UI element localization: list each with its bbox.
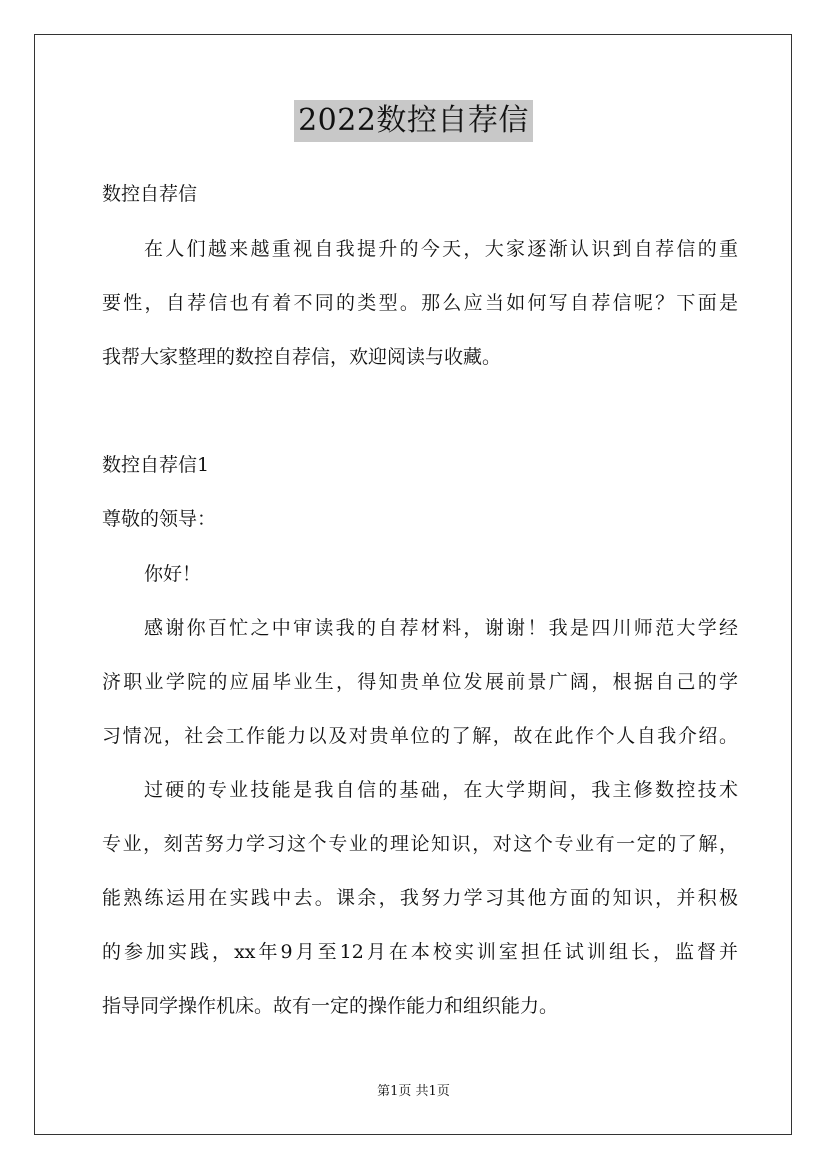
intro-line: 要性，自荐信也有着不同的类型。那么应当如何写自荐信呢？下面是 [102, 292, 738, 314]
intro-line: 在人们越来越重视自我提升的今天，大家逐渐认识到自荐信的重 [144, 238, 738, 260]
heading: 数控自荐信 [102, 183, 198, 205]
paragraph-line: 指导同学操作机床。故有一定的操作能力和组织能力。 [102, 995, 559, 1017]
greeting: 你好！ [144, 563, 202, 585]
paragraph-line: 习情况，社会工作能力以及对贵单位的了解，故在此作个人自我介绍。 [102, 725, 738, 747]
paragraph-line: 感谢你百忙之中审读我的自荐材料，谢谢！我是四川师范大学经 [144, 617, 738, 639]
document-title: 2022数控自荐信 [294, 100, 533, 142]
paragraph-line: 能熟练运用在实践中去。课余，我努力学习其他方面的知识，并积极 [102, 887, 738, 909]
paragraph-line: 专业，刻苦努力学习这个专业的理论知识，对这个专业有一定的了解， [102, 833, 738, 855]
paragraph-line: 的参加实践，xx年9月至12月在本校实训室担任试训组长，监督并 [102, 941, 738, 963]
section-title: 数控自荐信1 [102, 454, 210, 476]
intro-line: 我帮大家整理的数控自荐信，欢迎阅读与收藏。 [102, 346, 502, 368]
paragraph-line: 济职业学院的应届毕业生，得知贵单位发展前景广阔，根据自己的学 [102, 671, 738, 693]
paragraph-line: 过硬的专业技能是我自信的基础，在大学期间，我主修数控技术 [144, 779, 738, 801]
title-container [0, 100, 827, 142]
page-footer: 第1页 共1页 [377, 1084, 450, 1099]
salutation: 尊敬的领导： [102, 508, 217, 530]
